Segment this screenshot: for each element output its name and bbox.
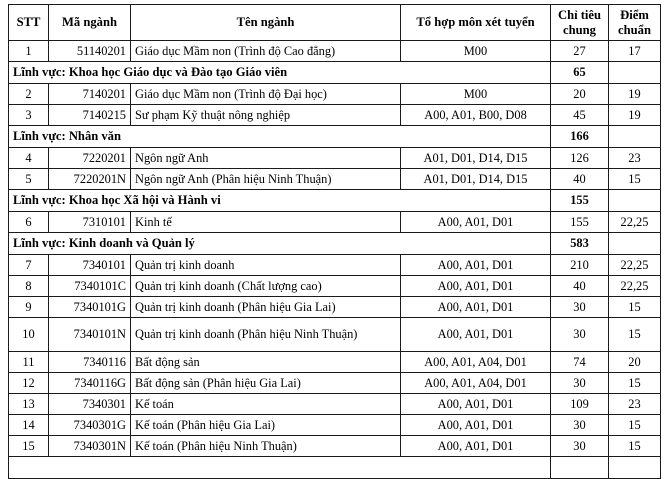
program-index: 14 (9, 415, 49, 436)
field-group-label: Lĩnh vực: Nhân văn (9, 126, 551, 148)
subject-combination: A00, A01, D01 (401, 276, 551, 297)
field-group-row (9, 190, 661, 212)
subject-combination: A00, A01, D01 (401, 212, 551, 233)
program-quota: 74 (551, 352, 609, 373)
program-quota: 30 (551, 297, 609, 318)
program-index: 2 (9, 84, 49, 105)
program-code: 7220201N (49, 169, 131, 190)
subject-combination: A00, A01, D01 (401, 297, 551, 318)
field-group-row (9, 233, 661, 255)
program-name: Giáo dục Mầm non (Trình độ Đại học) (131, 84, 401, 105)
benchmark-score: 15 (609, 373, 661, 394)
field-group-row (9, 126, 661, 148)
program-code: 7140201 (49, 84, 131, 105)
program-quota: 40 (551, 169, 609, 190)
program-index: 10 (9, 318, 49, 352)
program-name: Kế toán (131, 394, 401, 415)
program-index: 12 (9, 373, 49, 394)
program-index: 4 (9, 148, 49, 169)
subject-combination: A00, A01, D01 (401, 415, 551, 436)
benchmark-score: 22,25 (609, 212, 661, 233)
admissions-table (8, 4, 661, 479)
field-group-row (9, 457, 661, 479)
program-name: Ngôn ngữ Anh (Phân hiệu Ninh Thuận) (131, 169, 401, 190)
benchmark-score: 22,25 (609, 255, 661, 276)
benchmark-score: 19 (609, 105, 661, 126)
column-header-name: Tên ngành (131, 5, 401, 41)
field-group-label: Lĩnh vực: Kinh doanh và Quản lý (9, 233, 551, 255)
column-header-stt: STT (9, 5, 49, 41)
program-code: 7340301 (49, 394, 131, 415)
benchmark-score: 15 (609, 415, 661, 436)
table-row (9, 105, 661, 126)
program-name: Kế toán (Phân hiệu Ninh Thuận) (131, 436, 401, 457)
table-row (9, 148, 661, 169)
program-index: 11 (9, 352, 49, 373)
program-name: Quản trị kinh doanh (Phân hiệu Gia Lai) (131, 297, 401, 318)
program-index: 1 (9, 41, 49, 62)
benchmark-score: 15 (609, 318, 661, 352)
program-index: 13 (9, 394, 49, 415)
subject-combination: A00, A01, A04, D01 (401, 352, 551, 373)
benchmark-score: 23 (609, 394, 661, 415)
field-group-quota (551, 457, 609, 479)
program-name: Quản trị kinh doanh (Chất lượng cao) (131, 276, 401, 297)
column-header-combo: Tổ hợp môn xét tuyển (401, 5, 551, 41)
program-code: 7340116G (49, 373, 131, 394)
program-code: 7340101G (49, 297, 131, 318)
program-code: 7340301N (49, 436, 131, 457)
program-quota: 210 (551, 255, 609, 276)
subject-combination: A00, A01, A04, D01 (401, 373, 551, 394)
field-group-score (609, 233, 661, 255)
program-name: Kinh tế (131, 212, 401, 233)
program-quota: 27 (551, 41, 609, 62)
field-group-score (609, 190, 661, 212)
program-index: 9 (9, 297, 49, 318)
program-code: 7340101 (49, 255, 131, 276)
column-header-score: Điểm chuẩn (609, 5, 661, 41)
program-quota: 20 (551, 84, 609, 105)
program-quota: 30 (551, 318, 609, 352)
field-group-quota: 166 (551, 126, 609, 148)
benchmark-score: 23 (609, 148, 661, 169)
program-name: Sư phạm Kỹ thuật nông nghiệp (131, 105, 401, 126)
table-row (9, 415, 661, 436)
table-row (9, 318, 661, 352)
program-index: 5 (9, 169, 49, 190)
program-quota: 30 (551, 373, 609, 394)
program-quota: 30 (551, 436, 609, 457)
program-name: Quản trị kinh doanh (131, 255, 401, 276)
subject-combination: A00, A01, B00, D08 (401, 105, 551, 126)
program-index: 7 (9, 255, 49, 276)
field-group-label: Lĩnh vực: Khoa học Giáo dục và Đào tạo Giáo viên (9, 62, 551, 84)
subject-combination: M00 (401, 84, 551, 105)
field-group-label: Lĩnh vực: Khoa học Xã hội và Hành vi (9, 190, 551, 212)
column-header-code: Mã ngành (49, 5, 131, 41)
program-quota: 30 (551, 415, 609, 436)
column-header-quota: Chỉ tiêu chung (551, 5, 609, 41)
subject-combination: A00, A01, D01 (401, 394, 551, 415)
program-name: Bất động sản (131, 352, 401, 373)
program-code: 7220201 (49, 148, 131, 169)
benchmark-score: 22,25 (609, 276, 661, 297)
table-row (9, 373, 661, 394)
program-index: 6 (9, 212, 49, 233)
table-row (9, 84, 661, 105)
table-row (9, 394, 661, 415)
program-quota: 155 (551, 212, 609, 233)
table-row (9, 41, 661, 62)
subject-combination: A00, A01, D01 (401, 318, 551, 352)
program-index: 8 (9, 276, 49, 297)
program-code: 7340301G (49, 415, 131, 436)
table-row (9, 352, 661, 373)
program-index: 15 (9, 436, 49, 457)
header-row (9, 5, 661, 41)
program-quota: 126 (551, 148, 609, 169)
subject-combination: A00, A01, D01 (401, 255, 551, 276)
benchmark-score: 17 (609, 41, 661, 62)
subject-combination: A01, D01, D14, D15 (401, 169, 551, 190)
field-group-score (609, 457, 661, 479)
program-code: 7340101C (49, 276, 131, 297)
field-group-quota: 155 (551, 190, 609, 212)
table-row (9, 297, 661, 318)
program-code: 7140215 (49, 105, 131, 126)
program-code: 7340116 (49, 352, 131, 373)
table-header (9, 5, 661, 41)
benchmark-score: 19 (609, 84, 661, 105)
program-quota: 109 (551, 394, 609, 415)
field-group-row (9, 62, 661, 84)
program-quota: 45 (551, 105, 609, 126)
field-group-label (9, 457, 551, 479)
program-name: Quản trị kinh doanh (Phân hiệu Ninh Thuận) (131, 318, 401, 352)
field-group-quota: 65 (551, 62, 609, 84)
program-name: Bất động sản (Phân hiệu Gia Lai) (131, 373, 401, 394)
table-row (9, 436, 661, 457)
benchmark-score: 15 (609, 297, 661, 318)
program-name: Ngôn ngữ Anh (131, 148, 401, 169)
program-name: Kế toán (Phân hiệu Gia Lai) (131, 415, 401, 436)
benchmark-score: 15 (609, 169, 661, 190)
benchmark-score: 20 (609, 352, 661, 373)
table-row (9, 212, 661, 233)
program-quota: 40 (551, 276, 609, 297)
table-row (9, 255, 661, 276)
table-body (9, 41, 661, 479)
program-index: 3 (9, 105, 49, 126)
benchmark-score: 15 (609, 436, 661, 457)
field-group-score (609, 126, 661, 148)
field-group-score (609, 62, 661, 84)
program-code: 51140201 (49, 41, 131, 62)
program-code: 7310101 (49, 212, 131, 233)
subject-combination: A01, D01, D14, D15 (401, 148, 551, 169)
field-group-quota: 583 (551, 233, 609, 255)
subject-combination: A00, A01, D01 (401, 436, 551, 457)
table-row (9, 169, 661, 190)
table-row (9, 276, 661, 297)
subject-combination: M00 (401, 41, 551, 62)
program-code: 7340101N (49, 318, 131, 352)
program-name: Giáo dục Mầm non (Trình độ Cao đẳng) (131, 41, 401, 62)
